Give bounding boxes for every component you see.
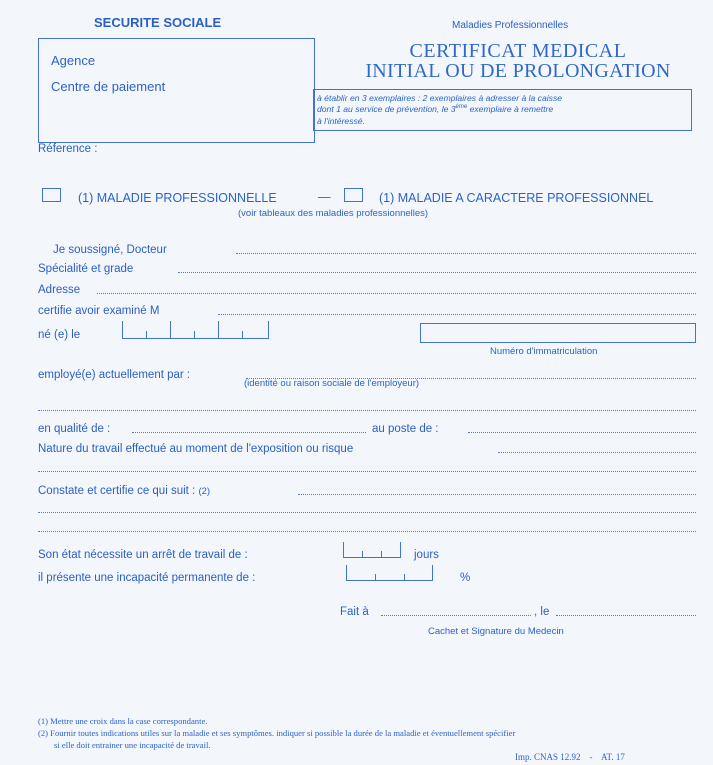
- checkbox-maladie-professionnelle[interactable]: [42, 188, 61, 202]
- instruction-sup: ème: [455, 104, 468, 111]
- incapacite-field[interactable]: [346, 565, 433, 581]
- cachet-label: Cachet et Signature du Medecin: [428, 626, 564, 637]
- patient-name-field[interactable]: [218, 314, 696, 315]
- constate-field-line-2[interactable]: [38, 512, 696, 513]
- fait-a-label: Fait à: [340, 606, 369, 618]
- arret-label: Son état nécessite un arrêt de travail de :: [38, 549, 248, 561]
- constate-text: Constate et certifie ce qui suit :: [38, 485, 196, 497]
- qualite-label: en qualité de :: [38, 423, 111, 435]
- option-maladie-caractere-professionnel: (1) MALADIE A CARACTERE PROFESSIONNEL: [379, 191, 654, 205]
- poste-field[interactable]: [468, 432, 696, 433]
- adresse-label: Adresse: [38, 284, 81, 296]
- instruction-line-2-end: exemplaire à remettre: [467, 104, 554, 114]
- nature-field[interactable]: [498, 452, 696, 453]
- reference-label: Réference :: [38, 143, 98, 155]
- constate-field-line-3[interactable]: [38, 531, 696, 532]
- footnote-2b: si elle doit entrainer une incapacité de travail.: [54, 740, 211, 750]
- date-label: , le: [534, 606, 550, 618]
- footnote-2a: (2) Fournir toutes indications utiles sur la maladie et ses symptômes. indiquer si possible la durée de la maladie et éventuellement spécifier: [38, 728, 516, 738]
- instruction-line-1: à établir en 3 exemplaires : 2 exemplaires à adresser à la caisse: [317, 93, 563, 103]
- specialite-label: Spécialité et grade: [38, 263, 134, 275]
- specialite-field[interactable]: [178, 272, 696, 273]
- adresse-field[interactable]: [97, 293, 696, 294]
- constate-note: (2): [198, 486, 211, 497]
- employe-hint: (identité ou raison sociale de l'employeur): [244, 378, 420, 389]
- incapacite-label: il présente une incapacité permanente de :: [38, 572, 256, 584]
- constate-label: [38, 485, 210, 497]
- nature-field-line-2[interactable]: [38, 471, 696, 472]
- doctor-name-field[interactable]: [236, 253, 696, 254]
- date-field[interactable]: [556, 615, 696, 616]
- footnote-1: (1) Mettre une croix dans la case correspondante.: [38, 716, 208, 726]
- fait-a-field[interactable]: [381, 615, 531, 616]
- certifie-label: certifie avoir examiné M: [38, 305, 160, 317]
- birth-date-field[interactable]: [122, 321, 269, 339]
- soussigne-label: Je soussigné, Docteur: [53, 244, 167, 256]
- qualite-field[interactable]: [132, 432, 366, 433]
- employer-field-line-2[interactable]: [38, 410, 696, 411]
- instruction-line-3: à l'intéressé.: [317, 116, 365, 126]
- immatriculation-box[interactable]: [420, 323, 696, 343]
- title-line-1: CERTIFICAT MEDICAL: [409, 40, 627, 62]
- agency-label: Agence: [51, 53, 96, 68]
- ne-le-label: né (e) le: [38, 329, 81, 341]
- arret-days-field[interactable]: [343, 542, 401, 558]
- title-line-2: INITIAL OU DE PROLONGATION: [365, 60, 671, 82]
- agency-box[interactable]: [38, 38, 315, 143]
- constate-field[interactable]: [298, 494, 696, 495]
- instruction-line-2-start: dont 1 au service de prévention, le 3: [317, 104, 456, 114]
- poste-label: au poste de :: [372, 423, 439, 435]
- checkbox-maladie-caractere-professionnel[interactable]: [344, 188, 363, 202]
- percent-label: %: [460, 572, 471, 584]
- nature-label: Nature du travail effectué au moment de l'exposition ou risque: [38, 443, 354, 455]
- instruction-box: [313, 89, 692, 131]
- jours-label: jours: [414, 549, 439, 561]
- org-name: SECURITE SOCIALE: [94, 15, 222, 30]
- option-maladie-professionnelle: (1) MALADIE PROFESSIONNELLE: [78, 191, 277, 205]
- option-dash: —: [318, 190, 331, 204]
- immatriculation-label: Numéro d'immatriculation: [490, 346, 598, 357]
- category-label: Maladies Professionnelles: [452, 20, 569, 31]
- choices-hint: (voir tableaux des maladies professionnelles): [238, 208, 429, 219]
- instruction-line-2: [317, 104, 553, 114]
- imprint: Imp. CNAS 12.92 - AT. 17: [515, 752, 625, 762]
- payment-centre-label: Centre de paiement: [51, 79, 166, 94]
- employe-label: employé(e) actuellement par :: [38, 369, 191, 381]
